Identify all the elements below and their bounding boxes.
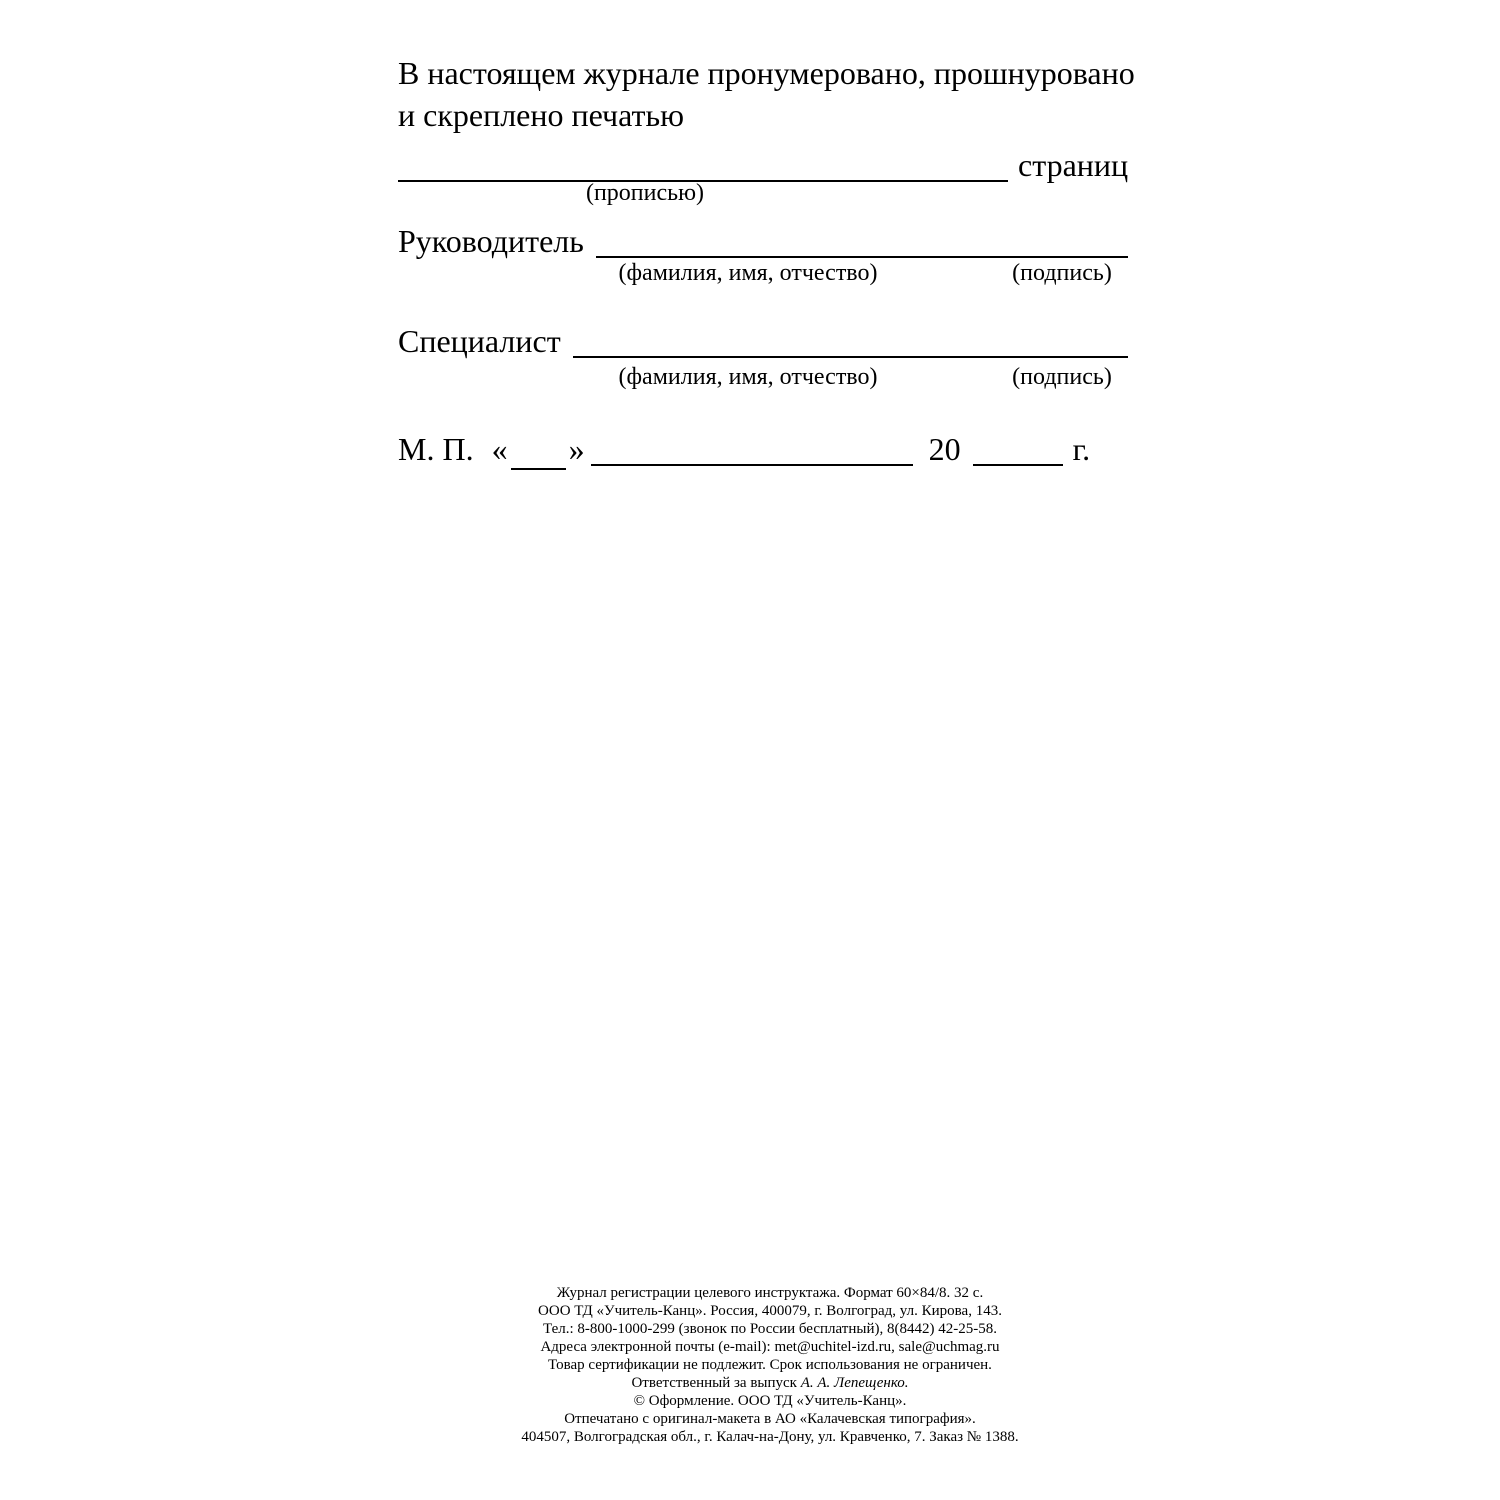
- head-signature-hint: (подпись): [1012, 260, 1112, 286]
- head-signature-row: [398, 220, 1128, 262]
- month-blank: [591, 464, 913, 466]
- day-blank: [511, 468, 566, 470]
- head-hints-row: [398, 258, 1128, 288]
- imprint-printer-address-order: 404507, Волгоградская обл., г. Калач-на-Дону, ул. Кравченко, 7. Заказ № 1388.: [521, 1429, 1019, 1445]
- intro-line-1: В настоящем журнале пронумеровано, прошнуровано: [398, 55, 1135, 91]
- year-prefix: 20: [928, 431, 961, 467]
- specialist-name-blank: [573, 356, 1128, 358]
- imprint-copyright: © Оформление. ООО ТД «Учитель-Канц».: [633, 1393, 907, 1409]
- year-suffix: г.: [1072, 431, 1091, 467]
- stamp-date-row: [398, 428, 1128, 470]
- specialist-hints-row: [398, 362, 1128, 392]
- imprint-certification-note: Товар сертификации не подлежит. Срок использования не ограничен.: [548, 1357, 992, 1373]
- intro-line-2: и скреплено печатью: [398, 97, 684, 133]
- quote-open: «: [491, 431, 508, 467]
- imprint-printing-house: Отпечатано с оригинал-макета в АО «Калачевская типография».: [564, 1411, 976, 1427]
- responsible-prefix: Ответственный за выпуск: [631, 1375, 801, 1391]
- quote-close: »: [568, 431, 585, 467]
- specialist-label: Специалист: [398, 323, 561, 359]
- year-blank: [973, 464, 1063, 466]
- head-fio-hint: (фамилия, имя, отчество): [618, 260, 878, 286]
- imprint-title-format: Журнал регистрации целевого инструктажа. Формат 60×84/8. 32 с.: [556, 1285, 984, 1301]
- specialist-signature-row: [398, 320, 1128, 362]
- imprint-block: [395, 1284, 1145, 1446]
- responsible-name: А. А. Лепещенко.: [800, 1375, 909, 1391]
- pages-word: страниц: [1018, 147, 1129, 183]
- imprint-emails: Адреса электронной почты (e-mail): met@uchitel-izd.ru, sale@uchmag.ru: [540, 1339, 1000, 1355]
- imprint-phones: Тел.: 8-800-1000-299 (звонок по России бесплатный), 8(8442) 42-25-58.: [543, 1321, 997, 1337]
- head-label: Руководитель: [398, 223, 584, 259]
- specialist-signature-hint: (подпись): [1012, 364, 1112, 390]
- imprint-responsible-line: [395, 1374, 1145, 1392]
- certification-form: [398, 55, 1135, 506]
- pages-spelled-hint: (прописью): [585, 180, 705, 206]
- specialist-fio-hint: (фамилия, имя, отчество): [618, 364, 878, 390]
- stamp-place-label: М. П.: [398, 431, 474, 467]
- imprint-publisher-address: ООО ТД «Учитель-Канц». Россия, 400079, г. Волгоград, ул. Кирова, 143.: [538, 1303, 1002, 1319]
- intro-statement: [398, 52, 1135, 136]
